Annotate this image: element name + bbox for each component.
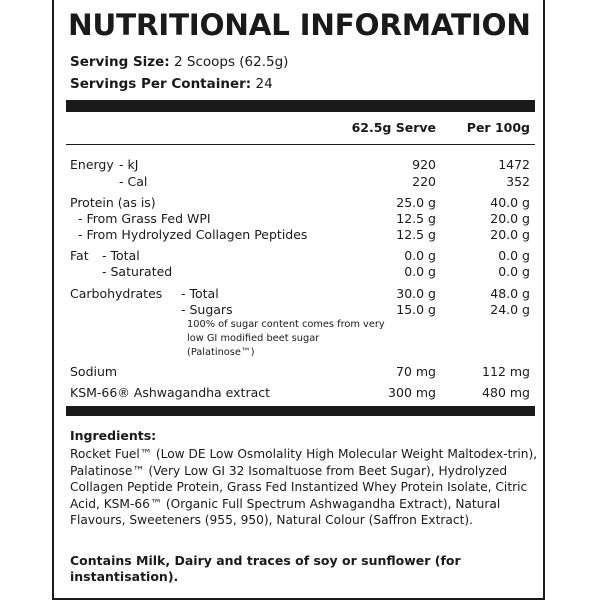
energy-cal-label: - Cal — [119, 174, 148, 189]
thick-divider-top — [66, 100, 535, 112]
energy-kj-per100: 1472 — [498, 157, 530, 172]
sugar-footnote: 100% of sugar content comes from very low GI modified beet sugar (Palatinose™) — [187, 319, 385, 358]
servings-per-container — [70, 76, 273, 92]
fat-saturated-serve: 0.0 g — [404, 264, 436, 279]
fat-label: Fat — [70, 248, 89, 263]
column-header-serve: 62.5g Serve — [351, 120, 436, 135]
ingredients-text: Rocket Fuel™ (Low DE Low Osmolality High Molecular Weight Maltodex-trin), Palatinose™ (Very Low GI 32 Isomaltuose from Beet Sugar), Hydrolyzed Collagen Peptide Protein, Grass Fed Instantized Whey Protein Isolate, Citric Acid, KSM-66™ (Organic Full Spectrum Ashwagandha Extract), Natural Flavours, Sweeteners (955, 950), Natural Colour (Saffron Extract). — [70, 447, 538, 527]
serving-size-label: Serving Size: — [70, 54, 170, 70]
protein-label: Protein (as is) — [70, 195, 156, 210]
header-rule — [66, 144, 535, 145]
panel-title: NUTRITIONAL INFORMATION — [68, 8, 531, 42]
ingredients-heading: Ingredients: — [70, 428, 157, 443]
fat-total-serve: 0.0 g — [404, 248, 436, 263]
protein-per100: 40.0 g — [490, 195, 530, 210]
carbs-sugars-label: - Sugars — [181, 302, 233, 317]
protein-wpi-label: - From Grass Fed WPI — [78, 211, 211, 226]
energy-kj-serve: 920 — [412, 157, 436, 172]
serving-size-value: 2 Scoops (62.5g) — [174, 54, 289, 70]
energy-cal-serve: 220 — [412, 174, 436, 189]
allergen-statement: Contains Milk, Dairy and traces of soy or sunflower (for instantisation). — [70, 553, 461, 584]
protein-wpi-per100: 20.0 g — [490, 211, 530, 226]
serving-size — [70, 54, 288, 70]
carbs-label: Carbohydrates — [70, 286, 163, 301]
sodium-serve: 70 mg — [396, 364, 436, 379]
fat-saturated-label: - Saturated — [102, 264, 173, 279]
carbs-sugars-per100: 24.0 g — [490, 302, 530, 317]
energy-kj-label: - kJ — [119, 157, 139, 172]
energy-cal-per100: 352 — [506, 174, 530, 189]
carbs-total-label: - Total — [181, 286, 219, 301]
servings-per-container-label: Servings Per Container: — [70, 76, 252, 92]
protein-collagen-per100: 20.0 g — [490, 227, 530, 242]
energy-label: Energy — [70, 157, 114, 172]
protein-collagen-label: - From Hydrolyzed Collagen Peptides — [78, 227, 308, 242]
carbs-sugars-serve: 15.0 g — [396, 302, 436, 317]
fat-total-per100: 0.0 g — [498, 248, 530, 263]
sodium-per100: 112 mg — [482, 364, 530, 379]
ksm-per100: 480 mg — [482, 385, 530, 400]
ksm-label: KSM-66® Ashwagandha extract — [70, 385, 271, 400]
sodium-label: Sodium — [70, 364, 118, 379]
ksm-serve: 300 mg — [388, 385, 436, 400]
carbs-total-serve: 30.0 g — [396, 286, 436, 301]
column-header-per100: Per 100g — [466, 120, 530, 135]
protein-serve: 25.0 g — [396, 195, 436, 210]
fat-saturated-per100: 0.0 g — [498, 264, 530, 279]
protein-collagen-serve: 12.5 g — [396, 227, 436, 242]
carbs-total-per100: 48.0 g — [490, 286, 530, 301]
fat-total-label: - Total — [102, 248, 140, 263]
nutrition-panel — [52, 0, 545, 600]
thick-divider-bottom — [66, 406, 535, 416]
servings-per-container-value: 24 — [255, 76, 273, 92]
protein-wpi-serve: 12.5 g — [396, 211, 436, 226]
